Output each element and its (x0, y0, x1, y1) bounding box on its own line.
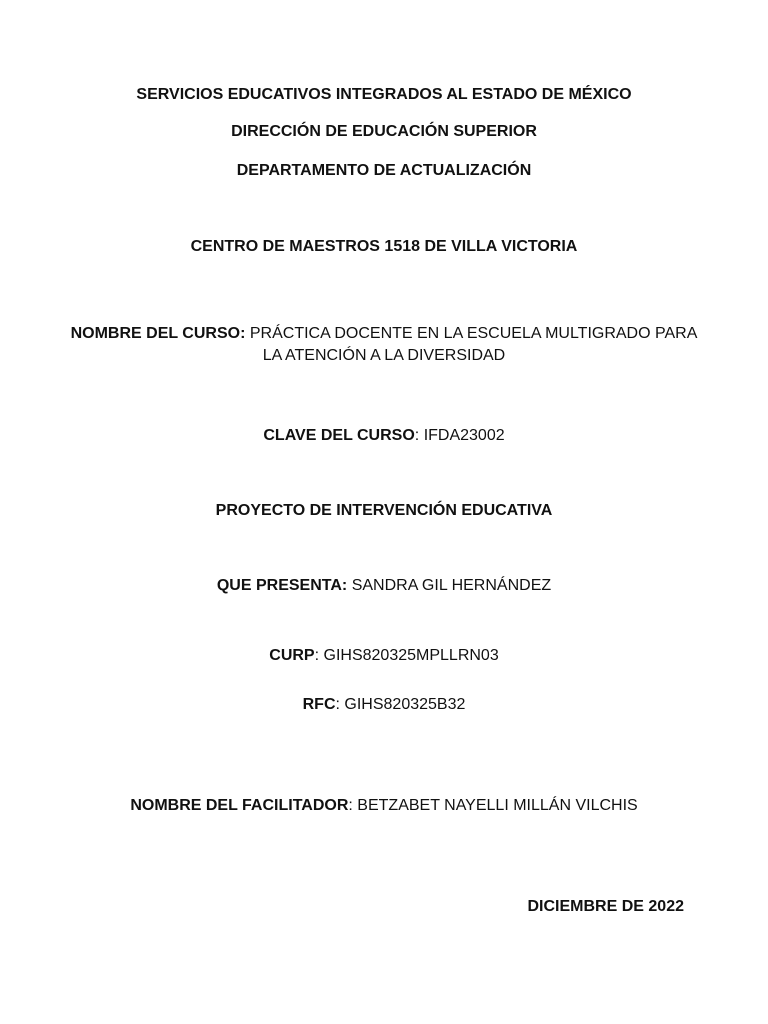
center-name: CENTRO DE MAESTROS 1518 DE VILLA VICTORIA (190, 238, 578, 255)
facilitator-value: BETZABET NAYELLI MILLÁN VILCHIS (357, 797, 638, 814)
document-date: DICIEMBRE DE 2022 (527, 898, 684, 915)
curp (0, 645, 768, 667)
presenter-value: SANDRA GIL HERNÁNDEZ (351, 577, 552, 594)
facilitator-separator: : (348, 797, 353, 814)
rfc-label: RFC (302, 696, 336, 713)
course-name (64, 323, 704, 366)
directorate-title: DIRECCIÓN DE EDUCACIÓN SUPERIOR (231, 123, 537, 140)
presenter (0, 575, 768, 597)
curp-value: GIHS820325MPLLRN03 (323, 647, 499, 664)
rfc (0, 694, 768, 716)
department-title: DEPARTAMENTO DE ACTUALIZACIÓN (236, 162, 532, 179)
course-name-value: PRÁCTICA DOCENTE EN LA ESCUELA MULTIGRADO PARA LA ATENCIÓN A LA DIVERSIDAD (249, 325, 698, 364)
curp-separator: : (314, 647, 320, 664)
project-title: PROYECTO DE INTERVENCIÓN EDUCATIVA (215, 502, 553, 519)
course-key-label: CLAVE DEL CURSO (263, 427, 415, 444)
course-key-separator: : (414, 427, 420, 444)
course-name-label: NOMBRE DEL CURSO: (70, 325, 246, 342)
institution-title: SERVICIOS EDUCATIVOS INTEGRADOS AL ESTADO DE MÉXICO (136, 86, 632, 103)
course-key-value: IFDA23002 (423, 427, 505, 444)
curp-label: CURP (269, 647, 315, 664)
rfc-separator: : (335, 696, 340, 713)
rfc-value: GIHS820325B32 (344, 696, 466, 713)
facilitator (0, 795, 768, 817)
presenter-label: QUE PRESENTA: (216, 577, 348, 594)
facilitator-label: NOMBRE DEL FACILITADOR (130, 797, 349, 814)
course-key (0, 425, 768, 447)
